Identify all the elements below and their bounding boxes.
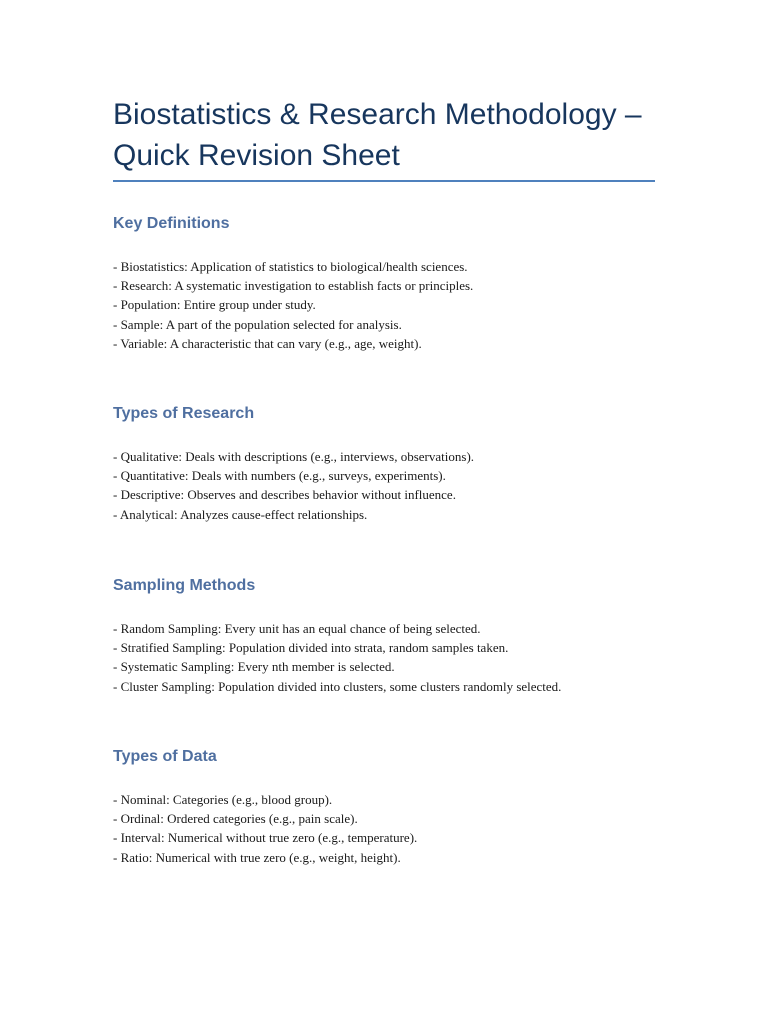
list-item: - Random Sampling: Every unit has an equal chance of being selected. [113,621,481,636]
list-item: - Interval: Numerical without true zero (e.g., temperature). [113,830,418,846]
list-item: - Nominal: Categories (e.g., blood group). [113,792,333,807]
definition-list [113,257,473,353]
section-types-of-data [113,747,673,865]
list-item: - Qualitative: Deals with descriptions (e.g., interviews, observations). [113,449,475,464]
page-title-line-2: Quick Revision Sheet [113,139,400,172]
section-sampling-methods [113,576,673,694]
list-item: - Ordinal: Ordered categories (e.g., pain scale). [113,811,358,827]
list-item: - Quantitative: Deals with numbers (e.g., surveys, experiments). [113,468,446,484]
title-underline-divider [113,180,655,182]
list-item: - Variable: A characteristic that can vary (e.g., age, weight). [113,335,422,351]
page-title [113,94,673,176]
data-types-list [113,790,417,867]
list-item: - Biostatistics: Application of statistics to biological/health sciences. [113,259,468,274]
list-item: - Research: A systematic investigation to establish facts or principles. [113,278,474,294]
section-types-of-research [113,404,673,522]
list-item: - Sample: A part of the population selected for analysis. [113,316,402,332]
research-types-list [113,447,474,524]
sampling-methods-list [113,619,561,696]
list-item: - Stratified Sampling: Population divided into strata, random samples taken. [113,640,509,656]
section-heading: Types of Research [113,405,255,422]
section-heading: Sampling Methods [113,577,256,594]
list-item: - Analytical: Analyzes cause-effect relationships. [113,506,368,522]
section-heading: Types of Data [113,748,217,765]
section-key-definitions [113,214,673,351]
list-item: - Descriptive: Observes and describes behavior without influence. [113,487,456,503]
section-heading: Key Definitions [113,215,230,232]
list-item: - Population: Entire group under study. [113,297,316,313]
list-item: - Systematic Sampling: Every nth member is selected. [113,659,395,675]
list-item: - Cluster Sampling: Population divided into clusters, some clusters randomly selected. [113,678,562,694]
list-item: - Ratio: Numerical with true zero (e.g., weight, height). [113,849,401,865]
page-title-line-1: Biostatistics & Research Methodology – [113,98,642,131]
